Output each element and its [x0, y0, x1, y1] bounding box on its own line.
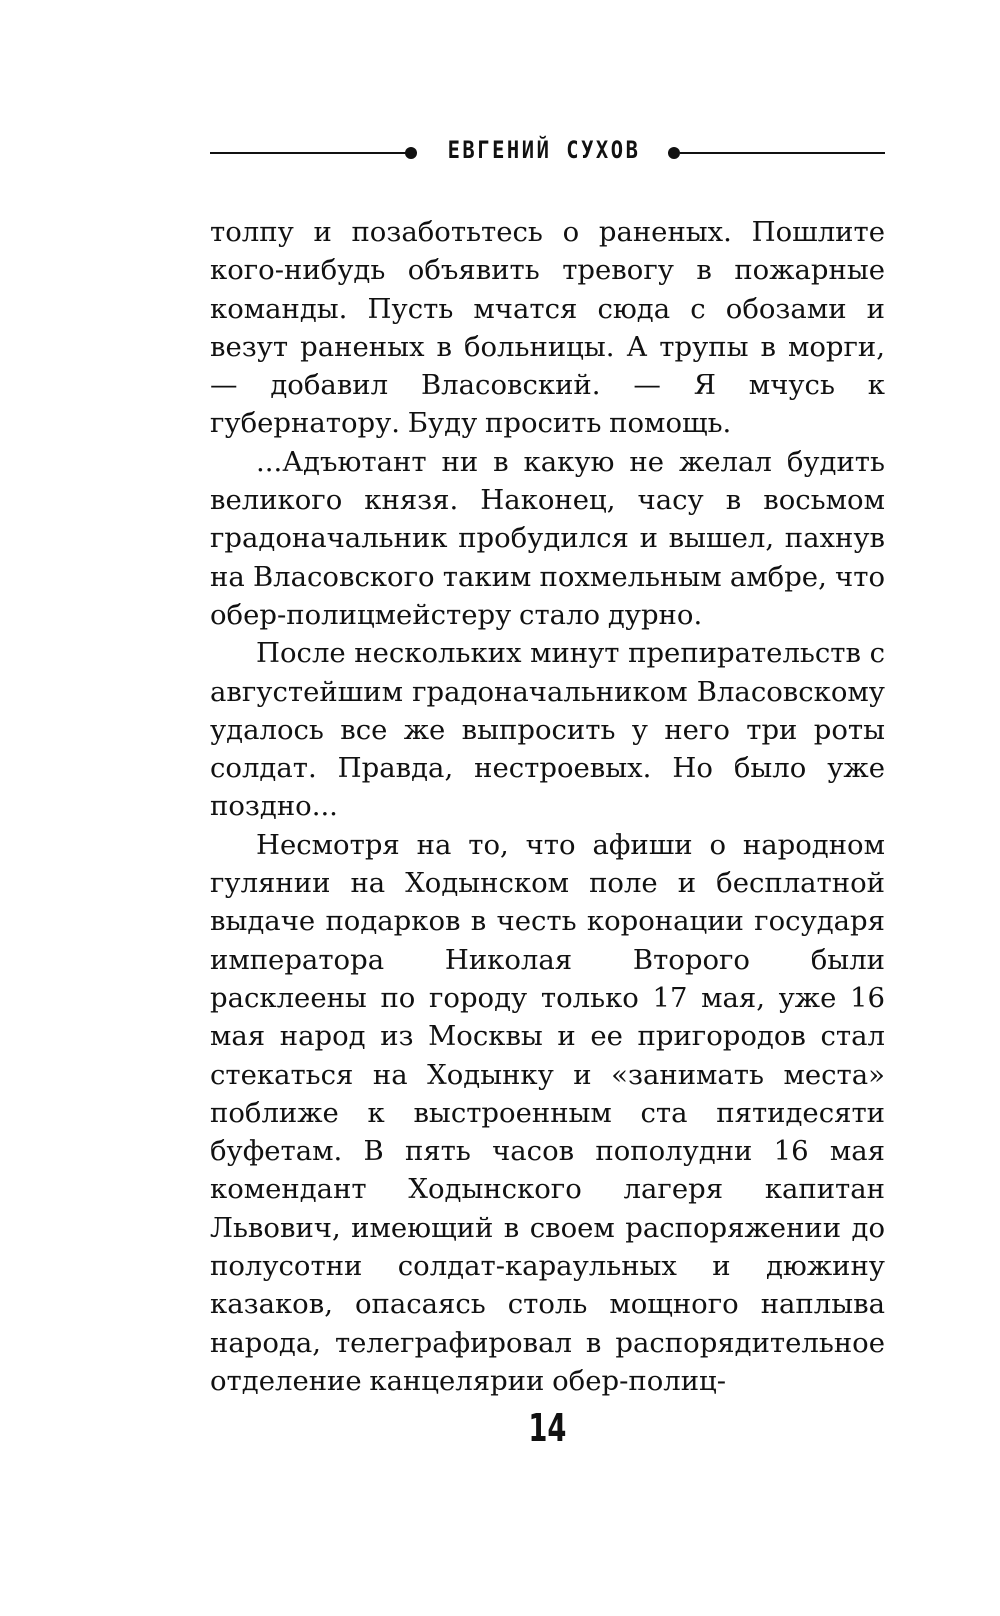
- header-bullet-right: [668, 147, 680, 159]
- author-name: ЕВГЕНИЙ СУХОВ: [447, 136, 641, 164]
- running-header: [0, 132, 1000, 172]
- header-bullet-left: [405, 147, 417, 159]
- paragraph: ...Адъютант ни в какую не желал будить великого князя. Наконец, часу в восьмом градоначальник пробудился и вышел, пахнув на Власовского таким похмельным амбре, что обер-полицмейстеру стало дурно.: [210, 445, 885, 631]
- header-rule-left: [210, 152, 406, 154]
- page-number: 14: [528, 1406, 567, 1450]
- header-rule-right: [680, 152, 885, 154]
- paragraph: толпу и позаботьтесь о раненых. Пошлите кого-нибудь объявить тревогу в пожарные команды. Пусть мчатся сюда с обозами и везут раненых в больницы. А трупы в морги, — добавил Власовский. — Я мчусь к губернатору. Буду просить помощь.: [210, 216, 885, 440]
- paragraph: После нескольких минут препирательств с августейшим градоначальником Власовскому удалось все же выпросить у него три роты солдат. Правда, нестроевых. Но было уже поздно...: [210, 637, 885, 823]
- paragraph: Несмотря на то, что афиши о народном гулянии на Ходынском поле и бесплатной выдаче подарков в честь коронации государя императора Николая Второго были расклеены по городу только 17 мая, уже 16 мая народ из Москвы и ее пригородов стал стекаться на Ходынку и «занимать места» поближе к выстроенным ста пятидесяти буфетам. В пять часов пополудни 16 мая комендант Ходынского лагеря капитан Львович, имеющий в своем распоряжении до полусотни солдат-караульных и дюжину казаков, опасаясь столь мощного наплыва народа, телеграфировал в распорядительное отделение канцелярии обер-полиц-: [210, 828, 885, 1397]
- body-text: [210, 213, 885, 1400]
